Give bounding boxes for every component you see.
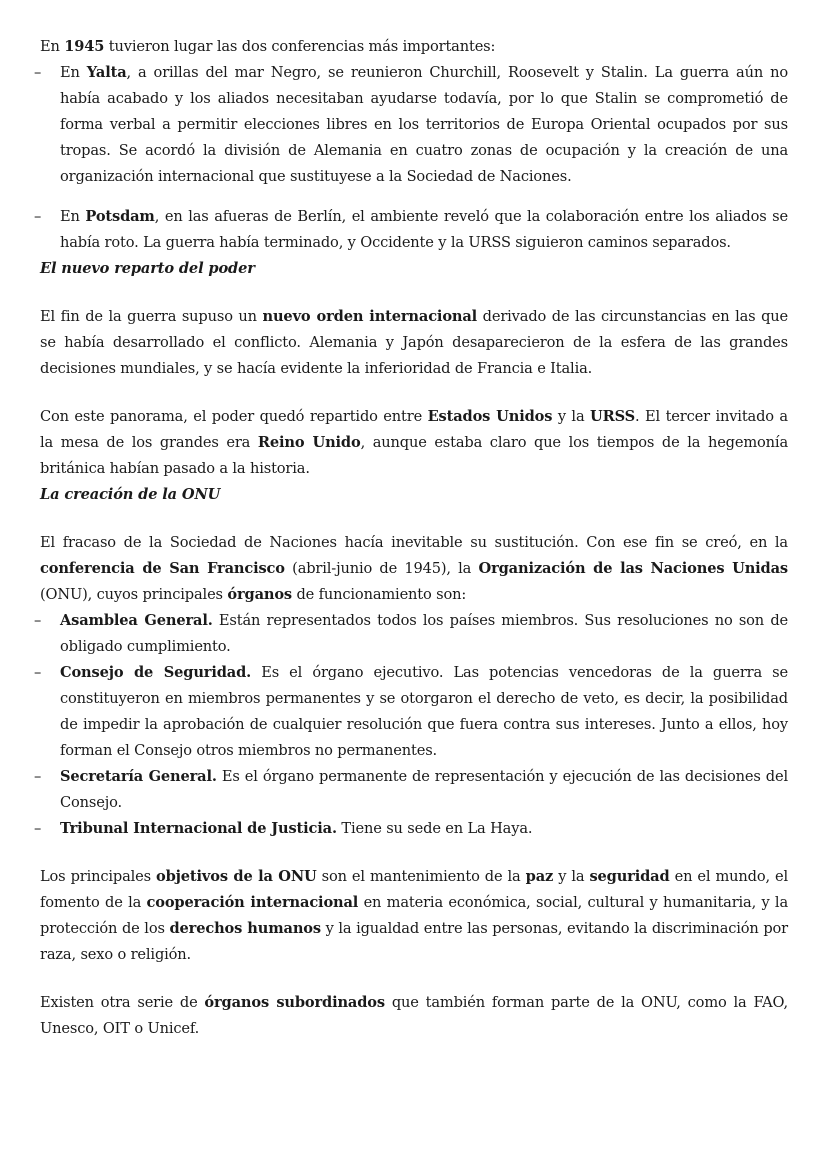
text: Existen otra serie de: [40, 994, 205, 1011]
bold-text: conferencia de San Francisco: [40, 560, 285, 577]
paragraph: [40, 990, 788, 1042]
text: En: [40, 38, 65, 55]
bold-text: Reino Unido: [257, 434, 361, 451]
bold-text: objetivos de la ONU: [156, 868, 317, 885]
bold-text: Potsdam: [85, 208, 155, 225]
bold-text: URSS: [590, 408, 636, 425]
text: (abril-junio de 1945), la: [284, 560, 479, 577]
text: , en las afueras de Berlín, el ambiente reveló que la colaboración entre los aliados se había roto. La guerra había terminado, y Occidente y la URSS siguieron caminos separados.: [60, 208, 788, 251]
text: (ONU), cuyos principales: [40, 586, 228, 603]
section-heading-onu: La creación de la ONU: [40, 486, 221, 503]
text: Con este panorama, el poder quedó repartido entre: [40, 408, 428, 425]
bold-text: paz: [525, 868, 554, 885]
list-item-organ: [40, 816, 788, 842]
text: en el mundo, el fomento de la: [40, 868, 788, 911]
list-item-organ: [40, 608, 788, 660]
text: de funcionamiento son:: [291, 586, 467, 603]
text: En: [60, 208, 86, 225]
list-item-yalta: [40, 60, 788, 190]
list-item-organ: [40, 660, 788, 764]
bold-text: Consejo de Seguridad.: [60, 664, 252, 681]
bold-text: Asamblea General.: [60, 612, 213, 629]
section-heading-reparto: El nuevo reparto del poder: [40, 260, 255, 277]
text: que también forman parte de la ONU, como la FAO, Unesco, OIT o Unicef.: [40, 994, 788, 1037]
text: en materia económica, social, cultural y humanitaria, y la protección de los: [40, 894, 788, 937]
bold-text: Organización de las Naciones Unidas: [478, 560, 788, 577]
intro-paragraph: [40, 34, 788, 60]
bold-text: cooperación internacional: [146, 894, 359, 911]
text: El fracaso de la Sociedad de Naciones hacía inevitable su sustitución. Con ese fin se creó, en la: [40, 534, 788, 551]
bold-text: Estados Unidos: [427, 408, 553, 425]
text: . El tercer invitado a la mesa de los grandes era: [40, 408, 788, 451]
text: Tiene su sede en La Haya.: [336, 820, 533, 837]
bold-text: derechos humanos: [169, 920, 321, 937]
paragraph: [40, 530, 788, 608]
text: Están representados todos los países miembros. Sus resoluciones no son de obligado cumplimiento.: [60, 612, 788, 655]
bold-text: Secretaría General.: [60, 768, 217, 785]
text: y la: [552, 408, 591, 425]
organs-list: [40, 608, 788, 842]
text: , a orillas del mar Negro, se reunieron Churchill, Roosevelt y Stalin. La guerra aún no había acabado y los aliados necesitaban ayudarse todavía, por lo que Stalin se comprometió de forma verbal a permitir elecciones libres en los territorios de Europa Oriental ocupados por sus tropas. Se acordó la división de Alemania en cuatro zonas de ocupación y la creación de una organización internacional que sustituyese a la Sociedad de Naciones.: [60, 64, 788, 185]
list-item-potsdam: [40, 204, 788, 256]
text: y la: [553, 868, 590, 885]
paragraph: [40, 404, 788, 482]
bold-text: nuevo orden internacional: [262, 308, 478, 325]
conferences-list: [40, 60, 788, 256]
bold-text: seguridad: [589, 868, 670, 885]
text: Es el órgano permanente de representación y ejecución de las decisiones del Consejo.: [60, 768, 788, 811]
text: , aunque estaba claro que los tiempos de la hegemonía británica habían pasado a la historia.: [40, 434, 788, 477]
text: En: [60, 64, 87, 81]
text: El fin de la guerra supuso un: [40, 308, 263, 325]
text: Los principales: [40, 868, 157, 885]
text: Es el órgano ejecutivo. Las potencias vencedoras de la guerra se constituyeron en miembros permanentes y se otorgaron el derecho de veto, es decir, la posibilidad de impedir la aprobación de cualquier resolución que fuera contra sus intereses. Junto a ellos, hoy forman el Consejo otros miembros no permanentes.: [60, 664, 788, 759]
paragraph: [40, 864, 788, 968]
bold-text: órganos: [227, 586, 292, 603]
bold-text: órganos subordinados: [204, 994, 385, 1011]
list-item-organ: [40, 764, 788, 816]
text: derivado de las circunstancias en las que se había desarrollado el conflicto. Alemania y Japón desaparecieron de la esfera de las grandes decisiones mundiales, y se hacía evidente la inferioridad de Francia e Italia.: [40, 308, 788, 377]
text: y la igualdad entre las personas, evitando la discriminación por raza, sexo o religión.: [40, 920, 788, 963]
text: son el mantenimiento de la: [316, 868, 526, 885]
paragraph: [40, 304, 788, 382]
text: tuvieron lugar las dos conferencias más importantes:: [104, 38, 496, 55]
bold-text: Tribunal Internacional de Justicia.: [60, 820, 337, 837]
bold-text: Yalta: [86, 64, 127, 81]
bold-text: 1945: [64, 38, 105, 55]
